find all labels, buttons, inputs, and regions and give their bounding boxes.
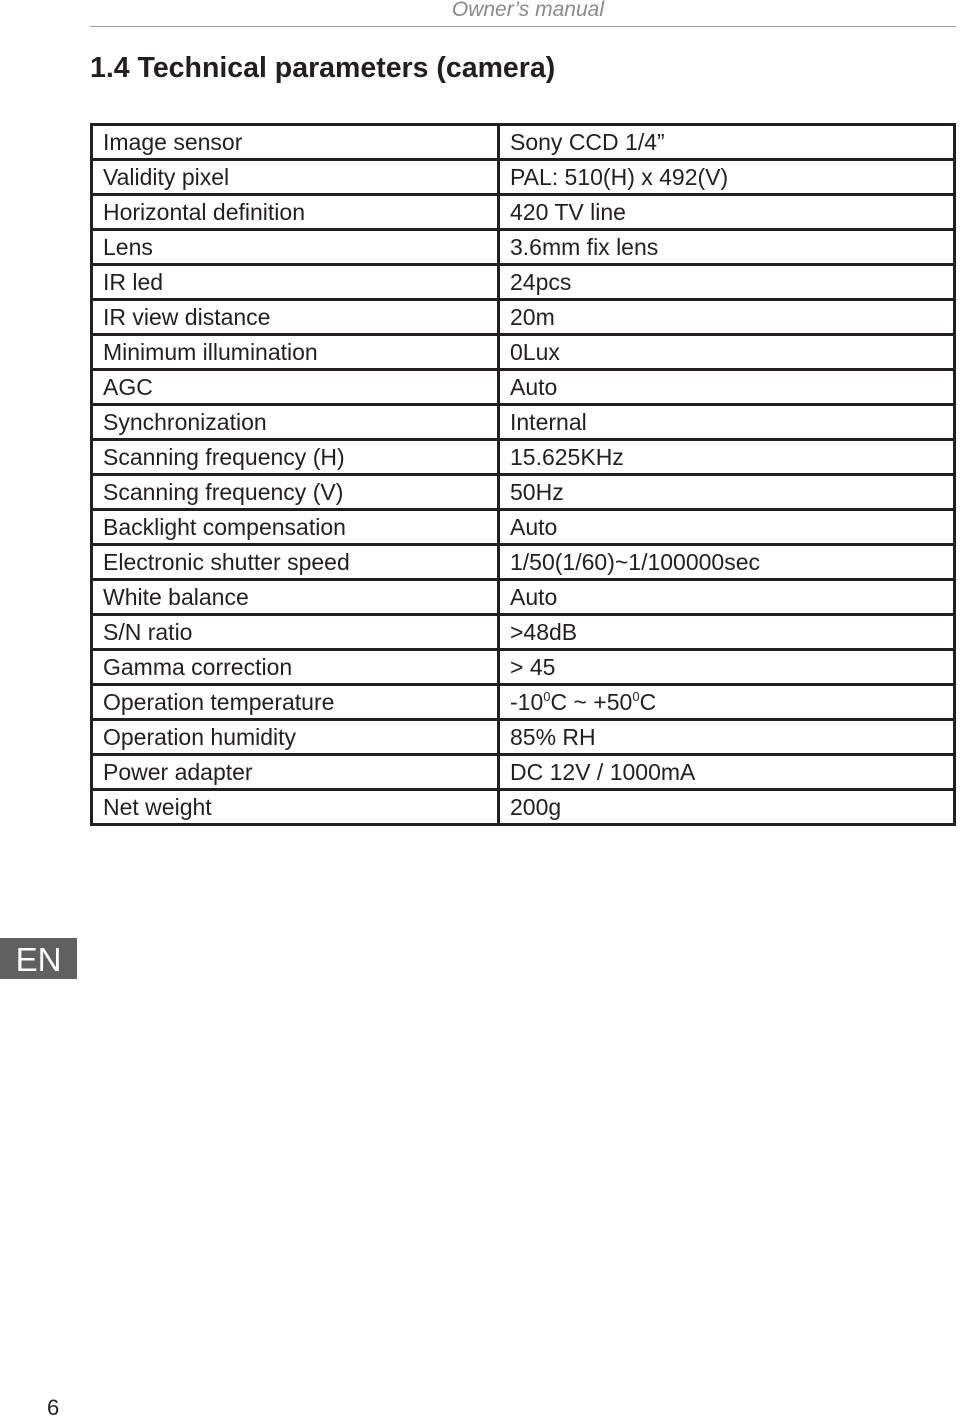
technical-parameters-table <box>90 123 956 826</box>
table-row <box>92 230 955 265</box>
header-rule <box>90 26 956 27</box>
table-row <box>92 650 955 685</box>
param-label: Scanning frequency (V) <box>92 475 499 510</box>
param-label: Synchronization <box>92 405 499 440</box>
param-value: Auto <box>499 580 955 615</box>
param-label: S/N ratio <box>92 615 499 650</box>
param-label: IR led <box>92 265 499 300</box>
table-row <box>92 265 955 300</box>
table-row <box>92 755 955 790</box>
param-label: Scanning frequency (H) <box>92 440 499 475</box>
param-label: IR view distance <box>92 300 499 335</box>
param-label: Backlight compensation <box>92 510 499 545</box>
param-label: White balance <box>92 580 499 615</box>
table-row <box>92 370 955 405</box>
param-label: Horizontal definition <box>92 195 499 230</box>
table-row <box>92 160 955 195</box>
param-value: Sony CCD 1/4” <box>499 125 955 160</box>
page-number: 6 <box>47 1395 60 1420</box>
table-row <box>92 720 955 755</box>
param-label: Power adapter <box>92 755 499 790</box>
table-row <box>92 545 955 580</box>
param-value: Internal <box>499 405 955 440</box>
table-row <box>92 475 955 510</box>
running-header: Owner’s manual <box>451 0 604 21</box>
param-value: $-10^0C$ ~ $+50^0C$ <box>499 685 955 720</box>
param-value: DC 12V / 1000mA <box>499 755 955 790</box>
param-label: Validity pixel <box>92 160 499 195</box>
param-label: Gamma correction <box>92 650 499 685</box>
param-value: Auto <box>499 510 955 545</box>
param-label: Net weight <box>92 790 499 825</box>
table-row <box>92 125 955 160</box>
param-label: Electronic shutter speed <box>92 545 499 580</box>
param-value: 200g <box>499 790 955 825</box>
language-tab: EN <box>0 938 77 979</box>
param-label: Operation humidity <box>92 720 499 755</box>
param-value: 420 TV line <box>499 195 955 230</box>
table-row <box>92 195 955 230</box>
param-value: 50Hz <box>499 475 955 510</box>
table-row <box>92 405 955 440</box>
table-row <box>92 580 955 615</box>
table-row <box>92 790 955 825</box>
param-label: Lens <box>92 230 499 265</box>
table-row <box>92 300 955 335</box>
param-label: Minimum illumination <box>92 335 499 370</box>
param-value: 15.625KHz <box>499 440 955 475</box>
param-label: AGC <box>92 370 499 405</box>
param-value: 1/50(1/60)~1/100000sec <box>499 545 955 580</box>
table-row <box>92 510 955 545</box>
param-value: 3.6mm fix lens <box>499 230 955 265</box>
param-value: 0Lux <box>499 335 955 370</box>
table-row <box>92 440 955 475</box>
param-value: Auto <box>499 370 955 405</box>
param-value: >48dB <box>499 615 955 650</box>
param-label: Image sensor <box>92 125 499 160</box>
table-row <box>92 335 955 370</box>
param-value: 20m <box>499 300 955 335</box>
section-title: 1.4 Technical parameters (camera) <box>90 52 556 84</box>
param-value: 85% RH <box>499 720 955 755</box>
param-label: Operation temperature <box>92 685 499 720</box>
param-value: 24pcs <box>499 265 955 300</box>
param-value: > 45 <box>499 650 955 685</box>
table-row <box>92 615 955 650</box>
param-value: PAL: 510(H) x 492(V) <box>499 160 955 195</box>
table-row <box>92 685 955 720</box>
